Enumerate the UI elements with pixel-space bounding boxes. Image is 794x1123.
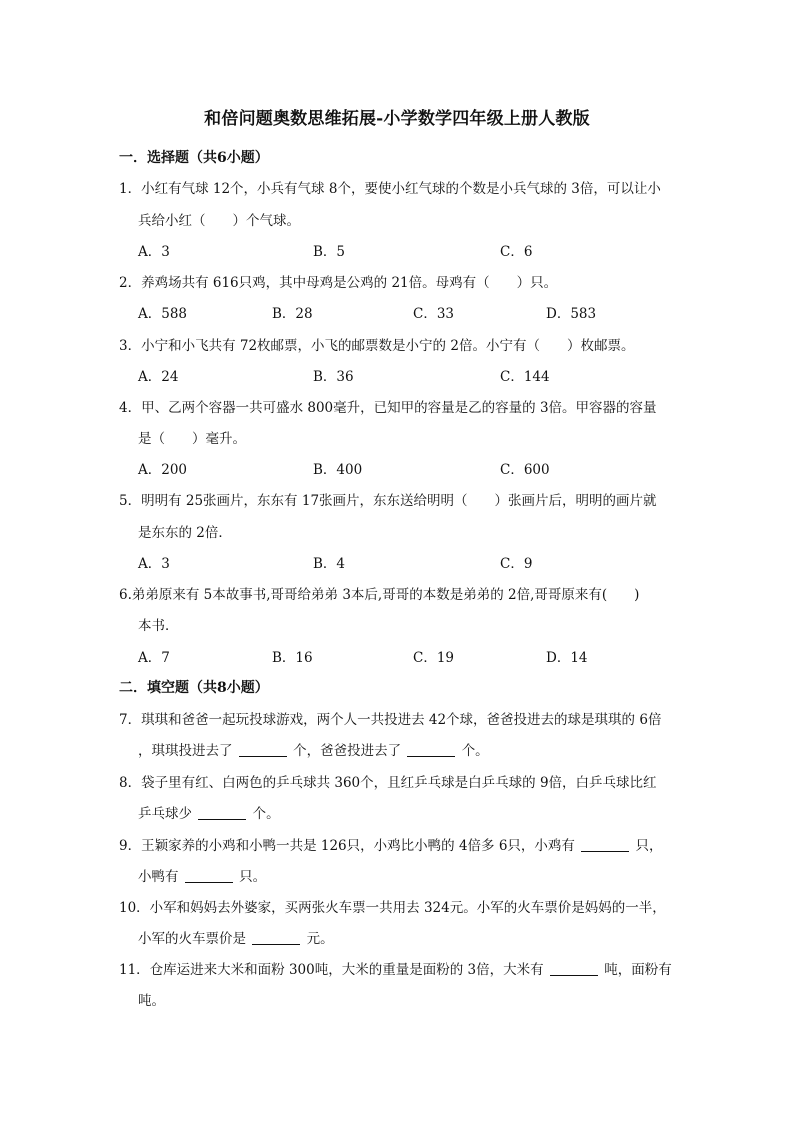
q4-option-b[interactable]: B．400 [313, 462, 363, 478]
question-11-text-cont: 吨。 [138, 993, 165, 1009]
question-7-text-cont [138, 739, 489, 759]
question-1-text: 1．小红有气球 12个，小兵有气球 8个，要使小红气球的个数是小兵气球的 3倍，可以让小 [119, 181, 661, 197]
q5-option-c[interactable]: C．9 [500, 556, 533, 572]
q1-option-b[interactable]: B．5 [313, 244, 346, 260]
question-10-text: 10．小军和妈妈去外婆家，买两张火车票一共用去 324元。小军的火车票价是妈妈的一半， [119, 900, 666, 916]
question-3-text: 3．小宁和小飞共有 72枚邮票，小飞的邮票数是小宁的 2倍。小宁有（ ）枚邮票。 [119, 338, 635, 354]
q9-answer-blank-2[interactable] [185, 868, 233, 883]
q8-text-part: 乒乓球少 [138, 806, 192, 822]
section-heading-choice: 一．选择题（共6小题） [119, 150, 269, 166]
question-8-text: 8．袋子里有红、白两色的乒乓球共 360个，且红乒乓球是白乒乓球的 9倍，白乒乓球比红 [119, 775, 657, 791]
q11-answer-blank-1[interactable] [550, 961, 598, 976]
q8-answer-blank[interactable] [198, 805, 246, 820]
q4-option-a[interactable]: A．200 [138, 462, 188, 478]
q2-option-d[interactable]: D．583 [546, 306, 597, 322]
question-4-text: 4．甲、乙两个容器一共可盛水 800毫升，已知甲的容量是乙的容量的 3倍。甲容器的容量 [119, 400, 657, 416]
q9-text-part: 9．王颖家养的小鸡和小鸭一共是 126只，小鸡比小鸭的 4倍多 6只，小鸡有 [119, 838, 575, 854]
question-2-text: 2．养鸡场共有 616只鸡，其中母鸡是公鸡的 21倍。母鸡有（ ）只。 [119, 275, 558, 291]
q3-option-c[interactable]: C．144 [500, 369, 550, 385]
q7-answer-blank-1[interactable] [239, 742, 287, 757]
question-4-text-cont: 是（ ）毫升。 [138, 431, 246, 447]
question-1-text-cont: 兵给小红（ ）个气球。 [138, 213, 300, 229]
q11-text-part: 吨，面粉有 [604, 962, 672, 978]
q6-option-b[interactable]: B．16 [272, 650, 313, 666]
q3-option-b[interactable]: B．36 [313, 369, 354, 385]
q2-option-c[interactable]: C．33 [413, 306, 455, 322]
q7-text-part: 个。 [461, 743, 489, 759]
q6-option-c[interactable]: C．19 [413, 650, 455, 666]
q3-option-a[interactable]: A．24 [138, 369, 179, 385]
q9-answer-blank-1[interactable] [581, 837, 629, 852]
q1-option-a[interactable]: A．3 [138, 244, 170, 260]
question-9-text-cont [138, 865, 266, 885]
q6-option-d[interactable]: D．14 [546, 650, 588, 666]
question-9-text [119, 834, 663, 854]
q1-option-c[interactable]: C．6 [500, 244, 533, 260]
question-6-text: 6.弟弟原来有 5本故事书,哥哥给弟弟 3本后,哥哥的本数是弟弟的 2倍,哥哥原来有( ) [119, 587, 640, 603]
q4-option-c[interactable]: C．600 [500, 462, 550, 478]
q2-option-b[interactable]: B．28 [272, 306, 313, 322]
q6-option-a[interactable]: A．7 [138, 650, 170, 666]
question-8-text-cont [138, 802, 280, 822]
page-title: 和倍问题奥数思维拓展-小学数学四年级上册人教版 [204, 109, 590, 129]
q10-answer-blank[interactable] [252, 930, 300, 945]
q7-answer-blank-2[interactable] [407, 742, 455, 757]
question-6-text-cont: 本书． [138, 618, 179, 634]
section-heading-fill-blank: 二．填空题（共8小题） [119, 680, 269, 696]
q2-option-a[interactable]: A．588 [138, 306, 188, 322]
q7-text-part: 个，爸爸投进去了 [293, 743, 402, 759]
q5-option-b[interactable]: B．4 [313, 556, 346, 572]
q9-text-part: 小鸭有 [138, 869, 179, 885]
q10-text-part: 小军的火车票价是 [138, 931, 246, 947]
q11-text-part: 11．仓库运进来大米和面粉 300吨，大米的重量是面粉的 3倍，大米有 [119, 962, 544, 978]
q9-text-part: 只。 [239, 869, 267, 885]
question-11-text [119, 958, 672, 978]
question-5-text-cont: 是东东的 2倍． [138, 525, 232, 541]
q5-option-a[interactable]: A．3 [138, 556, 170, 572]
q8-text-part: 个。 [252, 806, 280, 822]
q10-text-part: 元。 [306, 931, 334, 947]
q9-text-part: 只， [635, 838, 663, 854]
q7-text-part: ，琪琪投进去了 [138, 743, 233, 759]
question-7-text: 7．琪琪和爸爸一起玩投球游戏，两个人一共投进去 42个球，爸爸投进去的球是琪琪的 6倍 [119, 712, 662, 728]
question-10-text-cont [138, 927, 334, 947]
question-5-text: 5．明明有 25张画片，东东有 17张画片，东东送给明明（ ）张画片后，明明的画片就 [119, 493, 657, 509]
